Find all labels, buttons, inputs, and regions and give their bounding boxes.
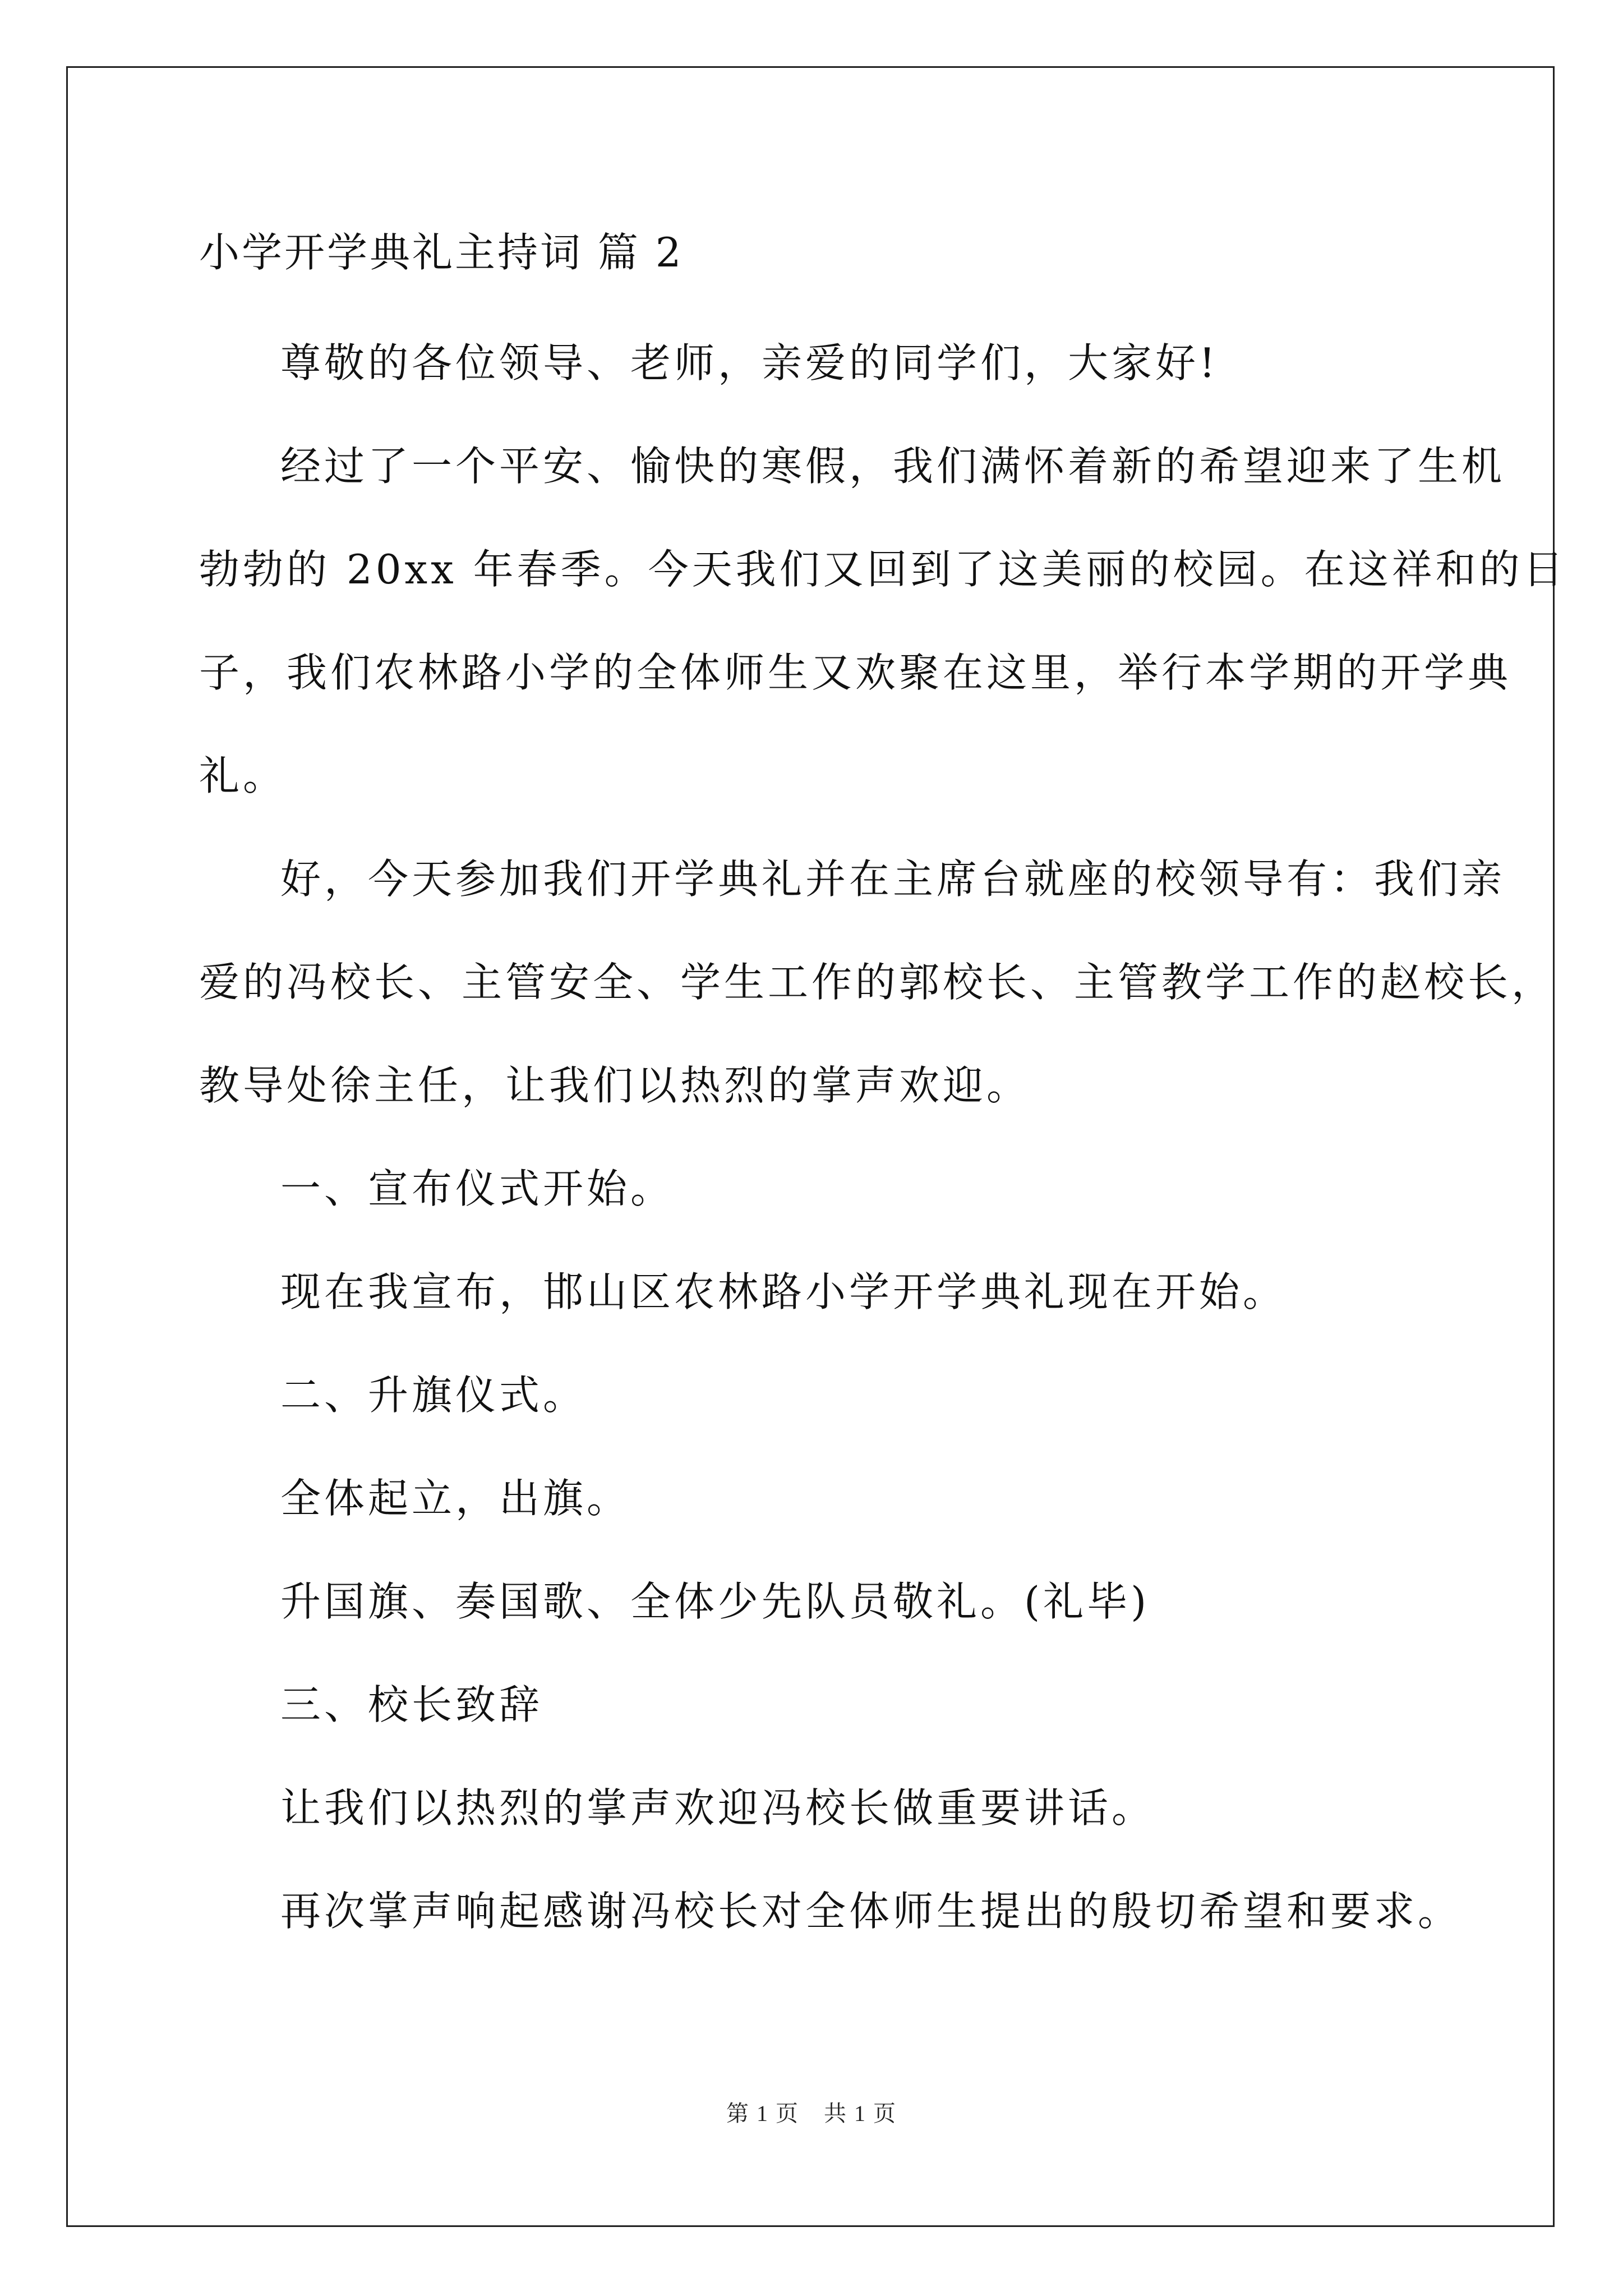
- paragraph-line: 爱的冯校长、主管安全、学生工作的郭校长、主管教学工作的赵校长，: [199, 959, 1556, 1006]
- paragraph-line: 礼。: [199, 752, 287, 799]
- paragraph-line: 现在我宣布，邯山区农林路小学开学典礼现在开始。: [280, 1268, 1287, 1315]
- page-footer: [0, 2102, 1623, 2125]
- paragraph-line: 勃勃的 20xx 年春季。今天我们又回到了这美丽的校园。在这祥和的日: [199, 546, 1567, 593]
- section-heading: 三、校长致辞: [280, 1681, 543, 1728]
- section-heading: 二、升旗仪式。: [280, 1372, 587, 1419]
- section-heading: 一、宣布仪式开始。: [280, 1165, 675, 1212]
- page-number: 第 1 页: [726, 2101, 799, 2126]
- paragraph-line: 让我们以热烈的掌声欢迎冯校长做重要讲话。: [280, 1784, 1156, 1832]
- paragraph-line: 子，我们农林路小学的全体师生又欢聚在这里，举行本学期的开学典: [199, 649, 1512, 696]
- paragraph-line: 再次掌声响起感谢冯校长对全体师生提出的殷切希望和要求。: [280, 1888, 1462, 1935]
- document-title: 小学开学典礼主持词 篇 2: [199, 229, 684, 276]
- paragraph-line: 经过了一个平安、愉快的寒假，我们满怀着新的希望迎来了生机: [280, 443, 1506, 490]
- paragraph-line: 全体起立，出旗。: [280, 1475, 631, 1522]
- paragraph-line: 教导处徐主任，让我们以热烈的掌声欢迎。: [199, 1062, 1031, 1109]
- greeting-line: 尊敬的各位领导、老师，亲爱的同学们，大家好!: [280, 339, 1219, 386]
- paragraph-line: 好，今天参加我们开学典礼并在主席台就座的校领导有：我们亲: [280, 855, 1506, 903]
- page-total: 共 1 页: [824, 2101, 897, 2126]
- paragraph-line: 升国旗、奏国歌、全体少先队员敬礼。(礼毕): [280, 1578, 1150, 1625]
